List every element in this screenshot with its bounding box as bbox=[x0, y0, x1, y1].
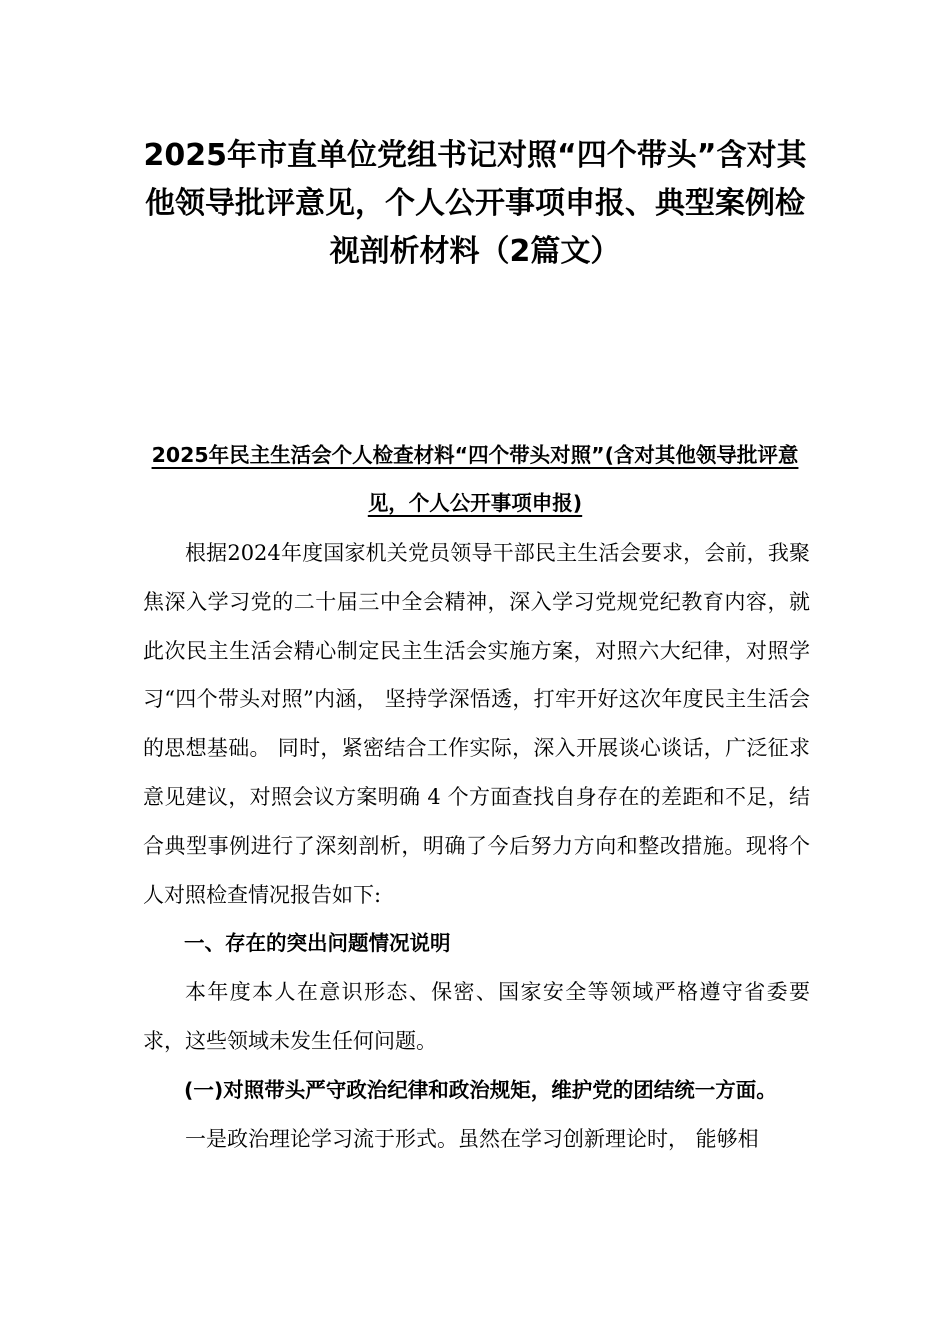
document-subtitle-text: 2025年民主生活会个人检查材料“四个带头对照”(含对其他领导批评意见，个人公开事项申报) bbox=[151, 443, 799, 515]
section-paragraph: 本年度本人在意识形态、保密、国家安全等领域严格遵守省委要求，这些领域未发生任何问题。 bbox=[143, 980, 810, 1053]
intro-paragraph: 根据2024年度国家机关党员领导干部民主生活会要求，会前，我聚焦深入学习党的二十届三中全会精神，深入学习党规党纪教育内容，就此次民主生活会精心制定民主生活会实施方案，对照六大纪律，对照学习“四个带头对照”内涵， 坚持学深悟透，打牢开好这次年度民主生活会的思想基础。 同时，紧密结合工作实际，深入开展谈心谈话，广泛征求意见建议，对照会议方案明确 4 个方面查找自身存在的差距和不足，结合典型事例进行了深刻剖析，明确了今后努力方向和整改措施。现将个人对照检查情况报告如下: bbox=[143, 541, 810, 907]
document-subtitle bbox=[140, 431, 810, 527]
subsection-paragraph: 一是政治理论学习流于形式。虽然在学习创新理论时， 能够相 bbox=[185, 1126, 759, 1151]
section-heading: 一、存在的突出问题情况说明 bbox=[184, 931, 451, 956]
document-title: 2025年市直单位党组书记对照“四个带头”含对其他领导批评意见，个人公开事项申报、典型案例检视剖析材料（2篇文） bbox=[143, 138, 807, 269]
subsection-heading: (一)对照带头严守政治纪律和政治规矩，维护党的团结统一方面。 bbox=[184, 1077, 777, 1102]
document-body bbox=[143, 529, 810, 1163]
